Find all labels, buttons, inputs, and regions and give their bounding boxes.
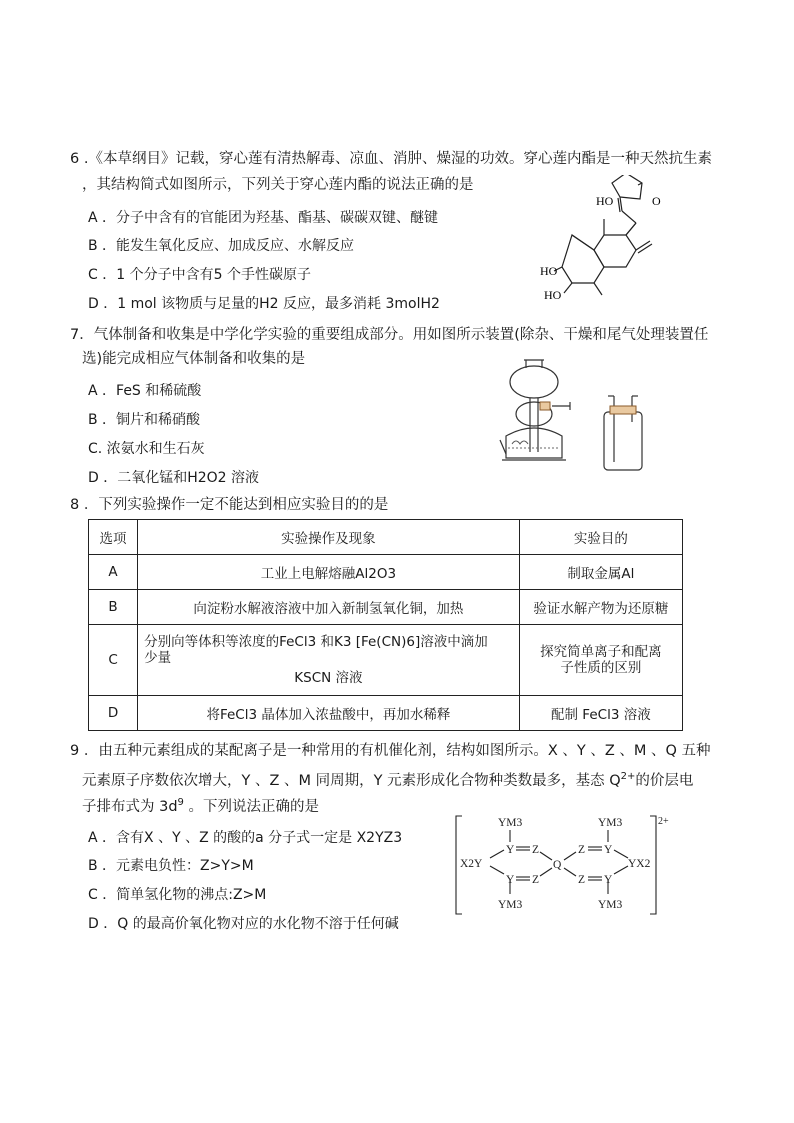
structure-o-carbonyl: O	[652, 194, 661, 208]
q7-option-d: D ．二氧化锰和H2O2 溶液	[88, 470, 260, 486]
copper-complex-structure	[452, 810, 702, 920]
q7-stem-line1: 7．气体制备和收集是中学化学实验的重要组成部分。用如图所示装置(除杂、干燥和尾气处理装置任	[70, 327, 709, 343]
label-y-bottom-left: Y	[506, 874, 515, 886]
q9-stem-line3	[82, 794, 319, 816]
q7-option-c: C. 浓氨水和生石灰	[88, 441, 205, 457]
label-yx2: YX2	[628, 858, 651, 870]
row-operation: 将FeCl3 晶体加入浓盐酸中，再加水稀释	[138, 696, 520, 731]
q9-electron-sup: 9	[177, 797, 184, 808]
row-operation: 工业上电解熔融Al2O3	[138, 555, 520, 590]
row-goal: 配制 FeCl3 溶液	[519, 696, 682, 731]
row-operation-line2: 少量	[144, 650, 172, 666]
q9-stem-line3-a: 子排布式为 3d	[82, 799, 178, 815]
row-goal: 验证水解产物为还原糖	[519, 590, 682, 625]
q6-stem-line2: ，其结构简式如图所示，下列关于穿心莲内酯的说法正确的是	[82, 177, 474, 193]
q9-stem-line2-b: 的价层电	[635, 773, 694, 789]
q9-option-d: D ．Q 的最高价氧化物对应的水化物不溶于任何碱	[88, 916, 399, 932]
label-charge: 2+	[658, 816, 669, 827]
header-operation: 实验操作及现象	[138, 520, 520, 555]
q6-option-b: B ．能发生氧化反应、加成反应、水解反应	[88, 238, 355, 254]
q7-option-a: A ．FeS 和稀硫酸	[88, 383, 202, 399]
row-key: C	[89, 625, 138, 696]
row-operation	[138, 625, 520, 696]
row-key: B	[89, 590, 138, 625]
label-x2y: X2Y	[460, 858, 483, 870]
q9-option-c: C ．简单氢化物的沸点:Z>M	[88, 887, 267, 903]
row-operation-line3: KSCN 溶液	[294, 670, 363, 686]
table-row	[89, 625, 683, 696]
q6-option-d: D ．1 mol 该物质与足量的H2 反应，最多消耗 3molH2	[88, 296, 440, 312]
table-header-row	[89, 520, 683, 555]
label-y-top-left: Y	[506, 844, 515, 856]
label-ym3-top-left: YM3	[498, 817, 523, 829]
gas-collection-bottle-icon	[598, 392, 648, 472]
q9-stem-line2-a: 元素原子序数依次增大，Y 、Z 、M 同周期，Y 元素形成化合物种类数最多，基态 Q	[82, 773, 621, 789]
q7-option-b: B ．铜片和稀硝酸	[88, 412, 201, 428]
label-z-top-right: Z	[578, 844, 586, 856]
q9-option-a: A ．含有X 、Y 、Z 的酸的a 分子式一定是 X2YZ3	[88, 830, 403, 846]
label-ym3-top-right: YM3	[598, 817, 623, 829]
experiment-table	[88, 519, 683, 731]
q9-stem-line3-b: 。下列说法正确的是	[183, 799, 320, 815]
row-goal: 制取金属Al	[519, 555, 682, 590]
header-option: 选项	[89, 520, 138, 555]
table-row	[89, 555, 683, 590]
structure-ho-top: HO	[596, 194, 614, 208]
row-operation: 向淀粉水解液溶液中加入新制氢氧化铜，加热	[138, 590, 520, 625]
row-key: A	[89, 555, 138, 590]
row-goal-line1: 探究简单离子和配离	[540, 644, 662, 660]
label-q: Q	[553, 859, 562, 871]
label-ym3-bottom-right: YM3	[598, 899, 623, 911]
table-row	[89, 590, 683, 625]
structure-ho-bottom: HO	[544, 288, 562, 302]
label-ym3-bottom-left: YM3	[498, 899, 523, 911]
q9-stem-line2	[82, 768, 693, 790]
label-z-bottom-left: Z	[532, 874, 540, 886]
label-y-bottom-right: Y	[604, 874, 613, 886]
q9-option-b: B ．元素电负性：Z>Y>M	[88, 858, 254, 874]
header-goal: 实验目的	[519, 520, 682, 555]
q8-stem: 8 ．下列实验操作一定不能达到相应实验目的的是	[70, 497, 389, 513]
q9-charge-sup: 2+	[620, 771, 636, 782]
label-y-top-right: Y	[604, 844, 613, 856]
row-key: D	[89, 696, 138, 731]
row-goal-line2: 子性质的区别	[560, 660, 642, 676]
q6-option-c: C ．1 个分子中含有5 个手性碳原子	[88, 267, 311, 283]
q6-option-a: A ．分子中含有的官能团为羟基、酯基、碳碳双键、醚键	[88, 210, 439, 226]
table-row	[89, 696, 683, 731]
label-z-top-left: Z	[532, 844, 540, 856]
structure-ho-left: HO	[540, 264, 558, 278]
q7-stem-line2: 选)能完成相应气体制备和收集的是	[82, 351, 306, 367]
q9-stem-line1: 9 ．由五种元素组成的某配离子是一种常用的有机催化剂，结构如图所示。X 、Y 、Z 、M 、Q 五种	[70, 743, 711, 759]
row-operation-line1: 分别向等体积等浓度的FeCl3 和K3 [Fe(CN)6]溶液中滴加	[144, 634, 488, 650]
kipp-generator-icon	[494, 358, 584, 470]
label-z-bottom-right: Z	[578, 874, 586, 886]
q6-stem-line1: 6 .《本草纲目》记载，穿心莲有清热解毒、凉血、消肿、燥湿的功效。穿心莲内酯是一种天然抗生素	[70, 151, 712, 167]
andrographolide-structure	[540, 175, 740, 310]
row-goal	[519, 625, 682, 696]
